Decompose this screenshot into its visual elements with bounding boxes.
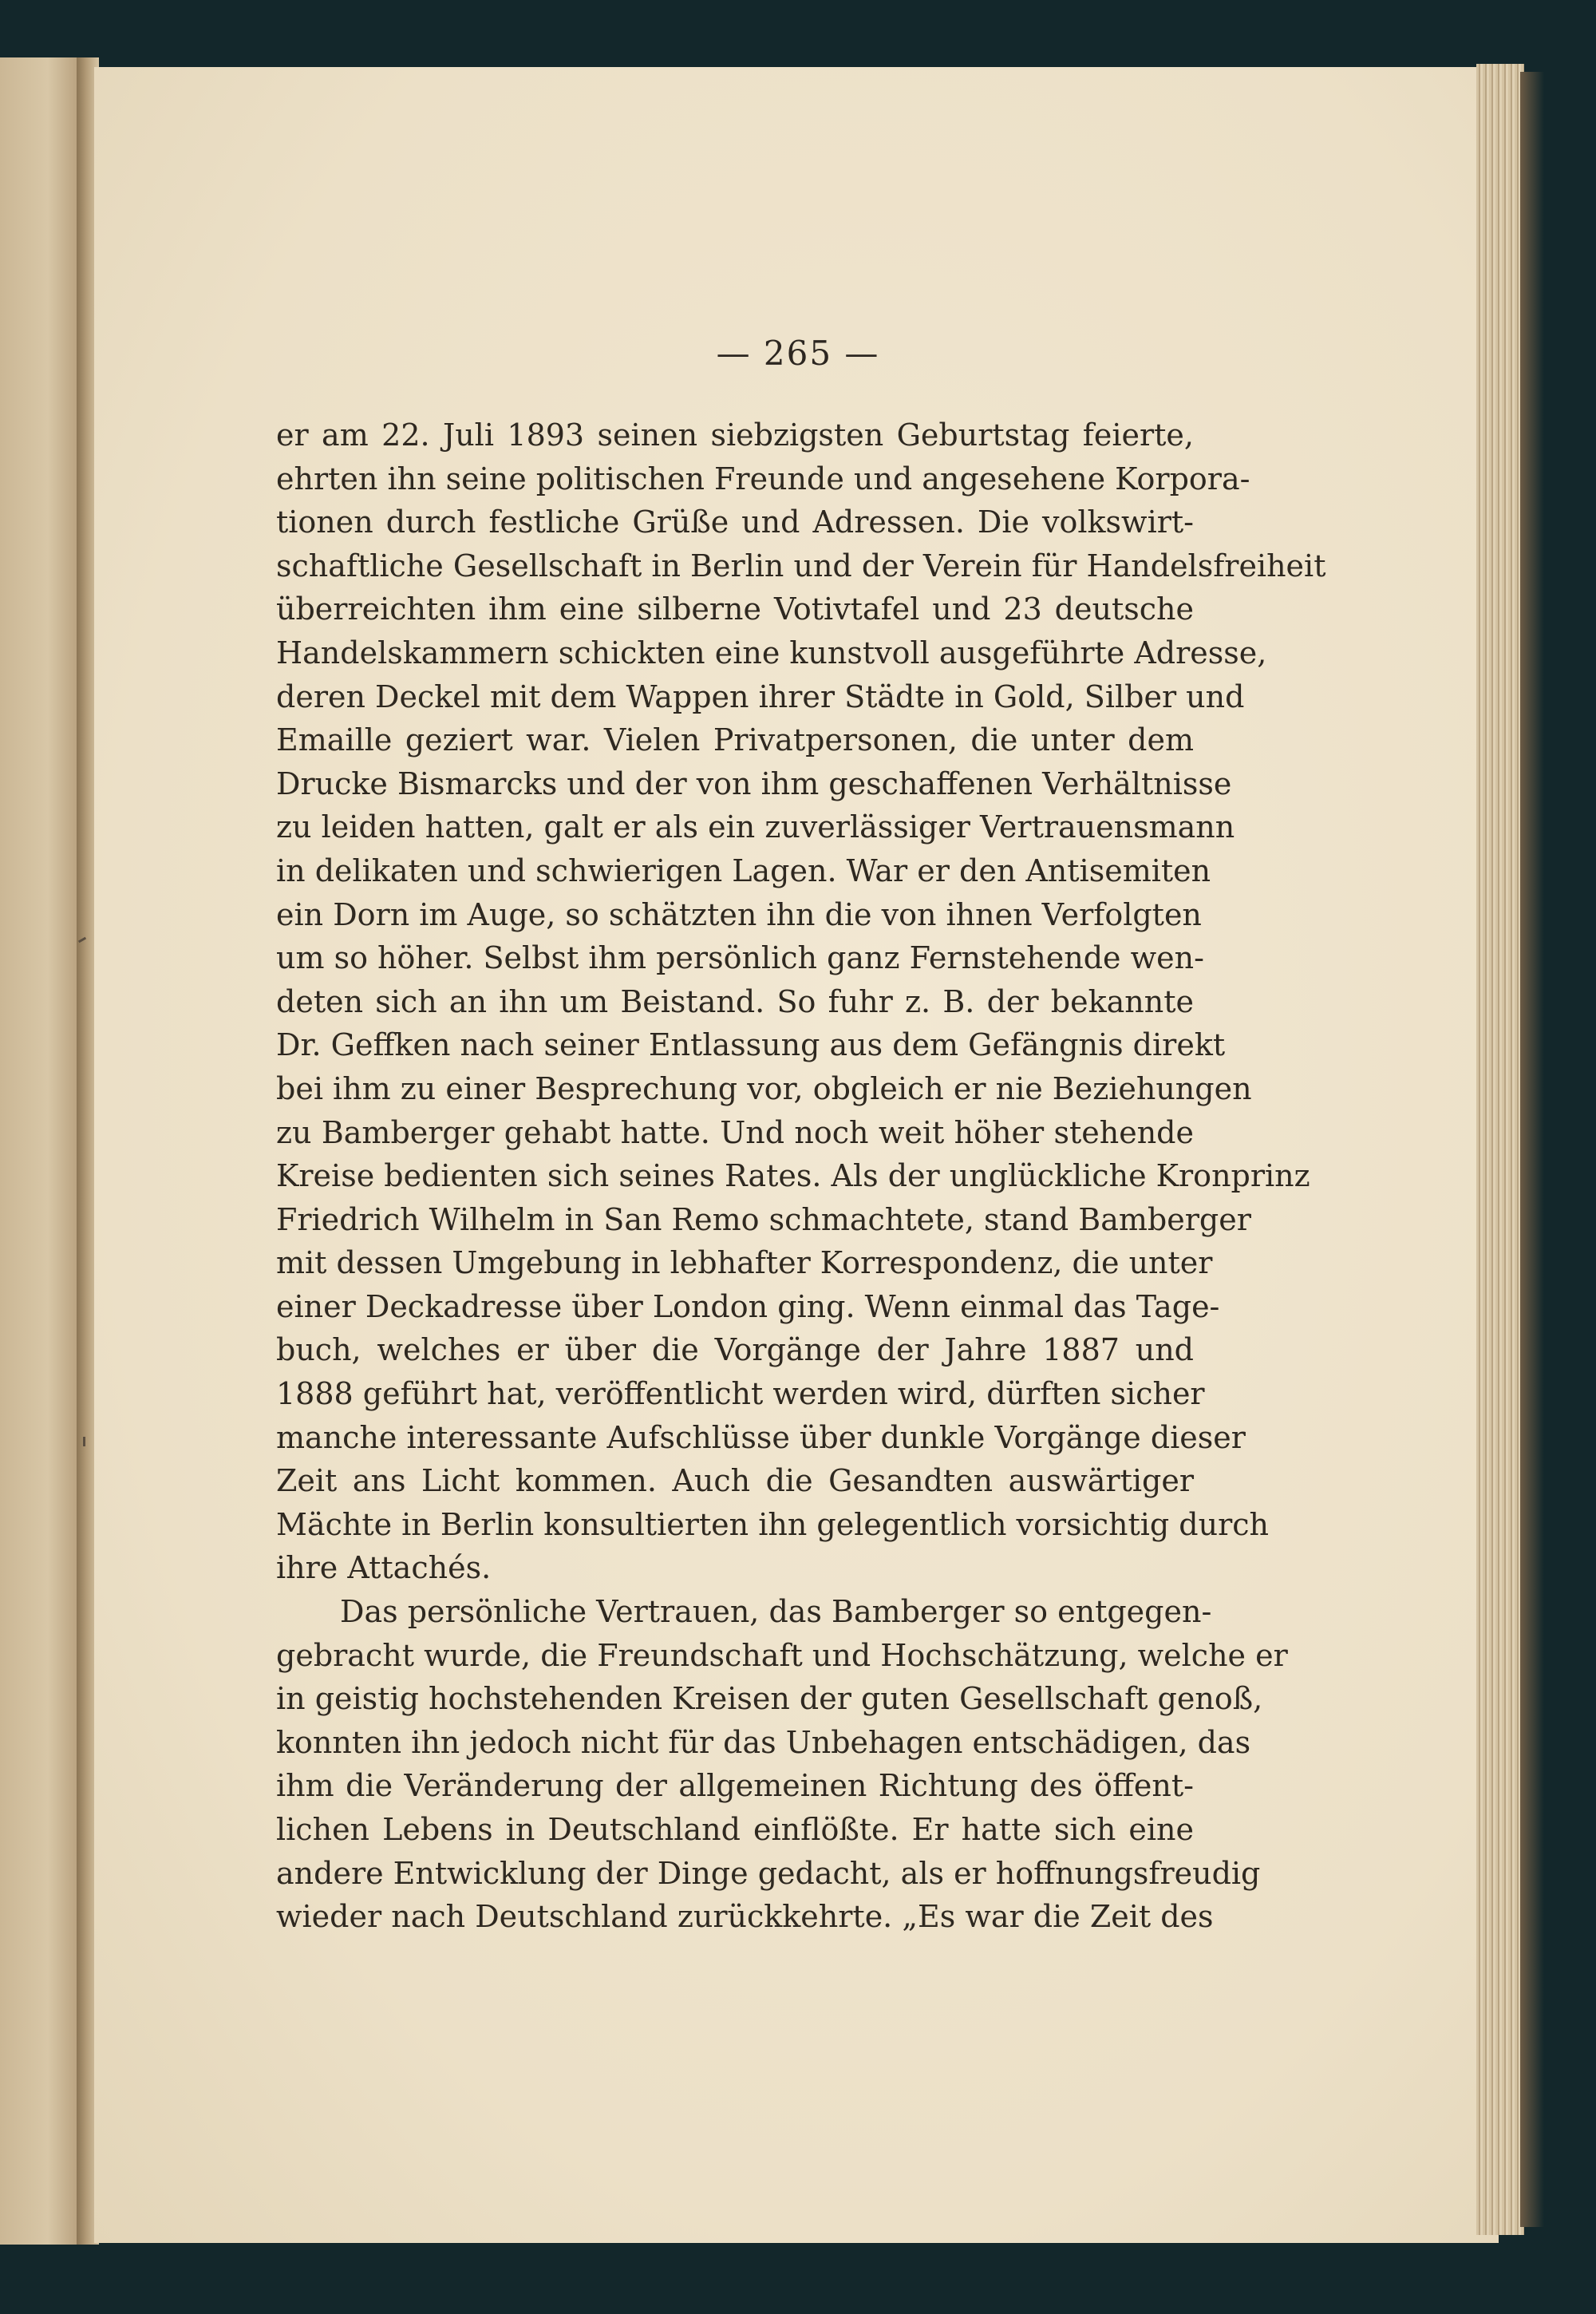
text-line: in geistig hochstehenden Kreisen der guten Gesellschaft genoß, <box>276 1681 1263 1717</box>
text-line: lichen Lebens in Deutschland einflößte. Er hatte sich eine <box>276 1812 1194 1847</box>
text-line: wieder nach Deutschland zurückkehrte. „Es war die Zeit des <box>276 1899 1214 1935</box>
text-line: Handelskammern schickten eine kunstvoll ausgeführte Adresse, <box>276 635 1267 670</box>
text-line: ihm die Veränderung der allgemeinen Richtung des öffent- <box>276 1768 1194 1804</box>
page-stack-edges <box>1476 64 1524 2235</box>
text-line: andere Entwicklung der Dinge gedacht, als er hoffnungsfreudig <box>276 1855 1261 1891</box>
text-line: ein Dorn im Auge, so schätzten ihn die von ihnen Verfolgten <box>276 896 1202 932</box>
text-line: Emaille geziert war. Vielen Privatpersonen, die unter dem <box>276 722 1194 758</box>
text-line: 1888 geführt hat, veröffentlicht werden wird, dürften sicher <box>276 1376 1205 1412</box>
previous-page-edge <box>0 57 80 2245</box>
text-line: deten sich an ihn um Beistand. So fuhr z. B. der bekannte <box>276 983 1194 1019</box>
text-line: ihre Attachés. <box>276 1550 492 1586</box>
text-line: manche interessante Aufschlüsse über dunkle Vorgänge dieser <box>276 1419 1246 1455</box>
text-line: gebracht wurde, die Freundschaft und Hochschätzung, welche er <box>276 1637 1288 1673</box>
text-line: zu Bamberger gehabt hatte. Und noch weit höher stehende <box>276 1114 1194 1150</box>
text-line: einer Deckadresse über London ging. Wenn einmal das Tage- <box>276 1288 1220 1324</box>
text-line: Friedrich Wilhelm in San Remo schmachtete, stand Bamberger <box>276 1201 1251 1237</box>
text-line: in delikaten und schwierigen Lagen. War er den Antisemiten <box>276 852 1211 888</box>
text-line: um so höher. Selbst ihm persönlich ganz Fernstehende wen- <box>276 940 1204 976</box>
text-line: er am 22. Juli 1893 seinen siebzigsten Geburtstag feierte, <box>276 417 1194 453</box>
text-line: Kreise bedienten sich seines Rates. Als der unglückliche Kronprinz <box>276 1158 1310 1194</box>
text-line: schaftliche Gesellschaft in Berlin und der Verein für Handelsfreiheit <box>276 548 1326 583</box>
text-line: überreichten ihm eine silberne Votivtafel und 23 deutsche <box>276 591 1194 627</box>
paragraph-1 <box>276 413 1326 1590</box>
page-shadow <box>1520 72 1544 2227</box>
text-line: Das persönliche Vertrauen, das Bamberger so entgegen- <box>340 1594 1212 1630</box>
text-line: mit dessen Umgebung in lebhafter Korrespondenz, die unter <box>276 1245 1213 1281</box>
text-line: zu leiden hatten, galt er als ein zuverlässiger Vertrauensmann <box>276 809 1235 845</box>
text-line: tionen durch festliche Grüße und Adressen. Die volkswirt- <box>276 504 1194 540</box>
text-line: Drucke Bismarcks und der von ihm geschaffenen Verhältnisse <box>276 765 1232 801</box>
text-line: Mächte in Berlin konsultierten ihn gelegentlich vorsichtig durch <box>276 1506 1269 1542</box>
paragraph-2 <box>276 1590 1288 1939</box>
text-line: konnten ihn jedoch nicht für das Unbehagen entschädigen, das <box>276 1724 1251 1760</box>
text-line: Zeit ans Licht kommen. Auch die Gesandten auswärtiger <box>276 1463 1194 1499</box>
body-text <box>276 413 1326 1939</box>
page-number: — 265 — <box>716 334 880 373</box>
text-line: Dr. Geffken nach seiner Entlassung aus dem Gefängnis direkt <box>276 1027 1226 1063</box>
text-line: bei ihm zu einer Besprechung vor, obgleich er nie Beziehungen <box>276 1070 1252 1106</box>
text-line: deren Deckel mit dem Wappen ihrer Städte in Gold, Silber und <box>276 678 1245 714</box>
text-line: ehrten ihn seine politischen Freunde und angesehene Korpora- <box>276 461 1250 496</box>
text-line: buch, welches er über die Vorgänge der Jahre 1887 und <box>276 1332 1194 1368</box>
margin-mark <box>83 1437 85 1446</box>
